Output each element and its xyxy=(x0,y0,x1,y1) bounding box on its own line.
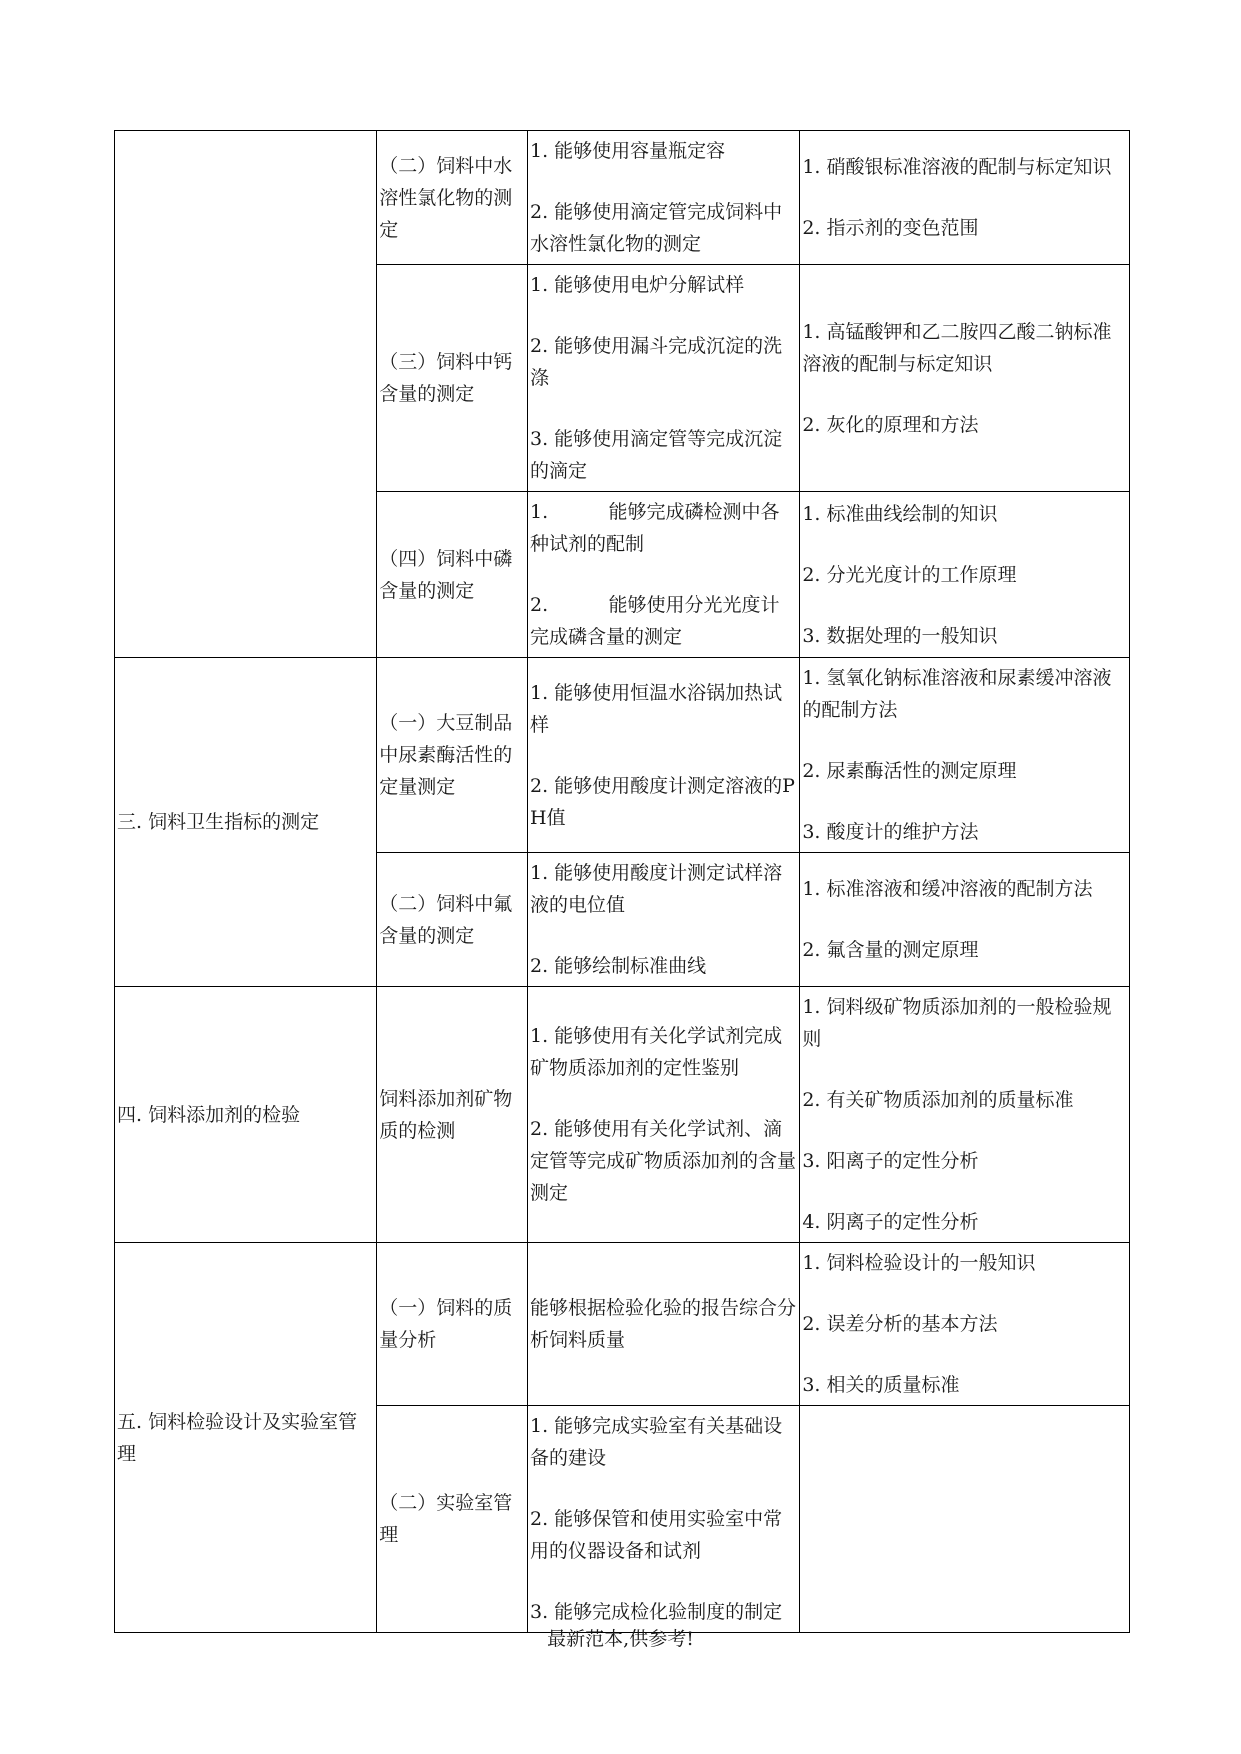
skill-text: 能够根据检验化验的报告综合分析饲料质量 xyxy=(530,1297,797,1351)
knowledge-cell xyxy=(800,492,1130,658)
knowledge-text: 2. 尿素酶活性的测定原理 xyxy=(802,760,1017,782)
skills-cell xyxy=(528,853,800,987)
knowledge-text: 1. 饲料检验设计的一般知识 xyxy=(802,1252,1036,1274)
skill-text: 3. 能够使用滴定管等完成沉淀的滴定 xyxy=(530,428,783,482)
item-cell xyxy=(377,492,528,658)
skills-cell xyxy=(528,1243,800,1406)
knowledge-text: 3. 阳离子的定性分析 xyxy=(802,1150,979,1172)
skill-text: 1. 能够完成磷检测中各种试剂的配制 xyxy=(530,501,780,555)
knowledge-text: 1. 高锰酸钾和乙二胺四乙酸二钠标准溶液的配制与标定知识 xyxy=(802,320,1112,375)
section-title: 四. 饲料添加剂的检验 xyxy=(117,1103,301,1126)
skill-text: 2. 能够使用分光光度计完成磷含量的测定 xyxy=(530,594,780,648)
knowledge-text: 3. 酸度计的维护方法 xyxy=(802,821,979,843)
item-cell xyxy=(377,987,528,1243)
knowledge-text: 1. 标准曲线绘制的知识 xyxy=(802,502,998,525)
section-cell xyxy=(115,658,377,987)
knowledge-text: 2. 误差分析的基本方法 xyxy=(802,1313,998,1335)
knowledge-text: 3. 数据处理的一般知识 xyxy=(802,624,998,647)
section-cell xyxy=(115,1243,377,1633)
skill-text: 2. 能够使用有关化学试剂、滴定管等完成矿物质添加剂的含量测定 xyxy=(530,1118,797,1204)
table-row xyxy=(115,1243,1130,1406)
skill-text: 1. 能够使用电炉分解试样 xyxy=(530,274,745,296)
item-cell xyxy=(377,658,528,853)
item-cell xyxy=(377,853,528,987)
knowledge-cell xyxy=(800,658,1130,853)
skill-text: 1. 能够使用酸度计测定试样溶液的电位值 xyxy=(530,862,783,916)
item-text: （二）饲料中水溶性氯化物的测定 xyxy=(379,154,513,241)
knowledge-cell xyxy=(800,131,1130,265)
skill-text: 2. 能够使用滴定管完成饲料中水溶性氯化物的测定 xyxy=(530,201,783,255)
section-cell-empty xyxy=(115,131,377,658)
skills-cell xyxy=(528,265,800,492)
knowledge-text: 2. 有关矿物质添加剂的质量标准 xyxy=(802,1089,1074,1111)
page-footer: 最新范本,供参考! xyxy=(547,1628,694,1650)
knowledge-text: 1. 饲料级矿物质添加剂的一般检验规则 xyxy=(802,996,1112,1050)
skills-cell xyxy=(528,492,800,658)
item-text: （一）大豆制品中尿素酶活性的定量测定 xyxy=(379,712,513,798)
section-title: 三. 饲料卫生指标的测定 xyxy=(117,811,320,833)
skills-cell xyxy=(528,658,800,853)
skill-text: 2. 能够保管和使用实验室中常用的仪器设备和试剂 xyxy=(530,1508,783,1562)
section-cell xyxy=(115,987,377,1243)
knowledge-cell xyxy=(800,987,1130,1243)
skill-text: 1. 能够使用有关化学试剂完成矿物质添加剂的定性鉴别 xyxy=(530,1025,783,1079)
knowledge-text: 1. 标准溶液和缓冲溶液的配制方法 xyxy=(802,878,1093,900)
knowledge-text: 2. 分光光度计的工作原理 xyxy=(802,563,1017,586)
skill-text: 1. 能够使用容量瓶定容 xyxy=(530,140,726,162)
table-row xyxy=(115,658,1130,853)
knowledge-cell xyxy=(800,853,1130,987)
skill-text: 1. 能够完成实验室有关基础设备的建设 xyxy=(530,1415,783,1469)
item-cell xyxy=(377,265,528,492)
knowledge-text: 3. 相关的质量标准 xyxy=(802,1374,960,1396)
skill-text: 1. 能够使用恒温水浴锅加热试样 xyxy=(530,681,783,736)
item-cell xyxy=(377,1406,528,1633)
skills-cell xyxy=(528,987,800,1243)
item-cell xyxy=(377,1243,528,1406)
table-row xyxy=(115,987,1130,1243)
skills-cell xyxy=(528,1406,800,1633)
knowledge-text: 1. 氢氧化钠标准溶液和尿素缓冲溶液的配制方法 xyxy=(802,667,1112,721)
item-text: （三）饲料中钙含量的测定 xyxy=(379,351,513,405)
knowledge-text: 1. 硝酸银标准溶液的配制与标定知识 xyxy=(802,156,1112,178)
knowledge-text: 4. 阴离子的定性分析 xyxy=(802,1211,979,1233)
item-cell xyxy=(377,131,528,265)
item-text: （一）饲料的质量分析 xyxy=(379,1297,513,1351)
section-title: 五. 饲料检验设计及实验室管理 xyxy=(117,1410,358,1465)
knowledge-text: 2. 指示剂的变色范围 xyxy=(802,217,979,239)
standards-table xyxy=(114,130,1130,1633)
item-text: （二）实验室管理 xyxy=(379,1492,513,1546)
item-text: 饲料添加剂矿物质的检测 xyxy=(379,1087,513,1142)
knowledge-text: 2. 灰化的原理和方法 xyxy=(802,413,979,436)
knowledge-cell xyxy=(800,265,1130,492)
skill-text: 2. 能够绘制标准曲线 xyxy=(530,955,707,977)
skills-cell xyxy=(528,131,800,265)
item-text: （二）饲料中氟含量的测定 xyxy=(379,892,513,947)
skill-text: 2. 能够使用漏斗完成沉淀的洗涤 xyxy=(530,335,783,389)
skill-text: 2. 能够使用酸度计测定溶液的PH值 xyxy=(530,774,795,829)
table-row xyxy=(115,131,1130,265)
item-text: （四）饲料中磷含量的测定 xyxy=(379,547,513,602)
knowledge-cell-empty xyxy=(800,1406,1130,1633)
skill-text: 3. 能够完成检化验制度的制定 xyxy=(530,1601,783,1623)
knowledge-text: 2. 氟含量的测定原理 xyxy=(802,939,979,961)
knowledge-cell xyxy=(800,1243,1130,1406)
